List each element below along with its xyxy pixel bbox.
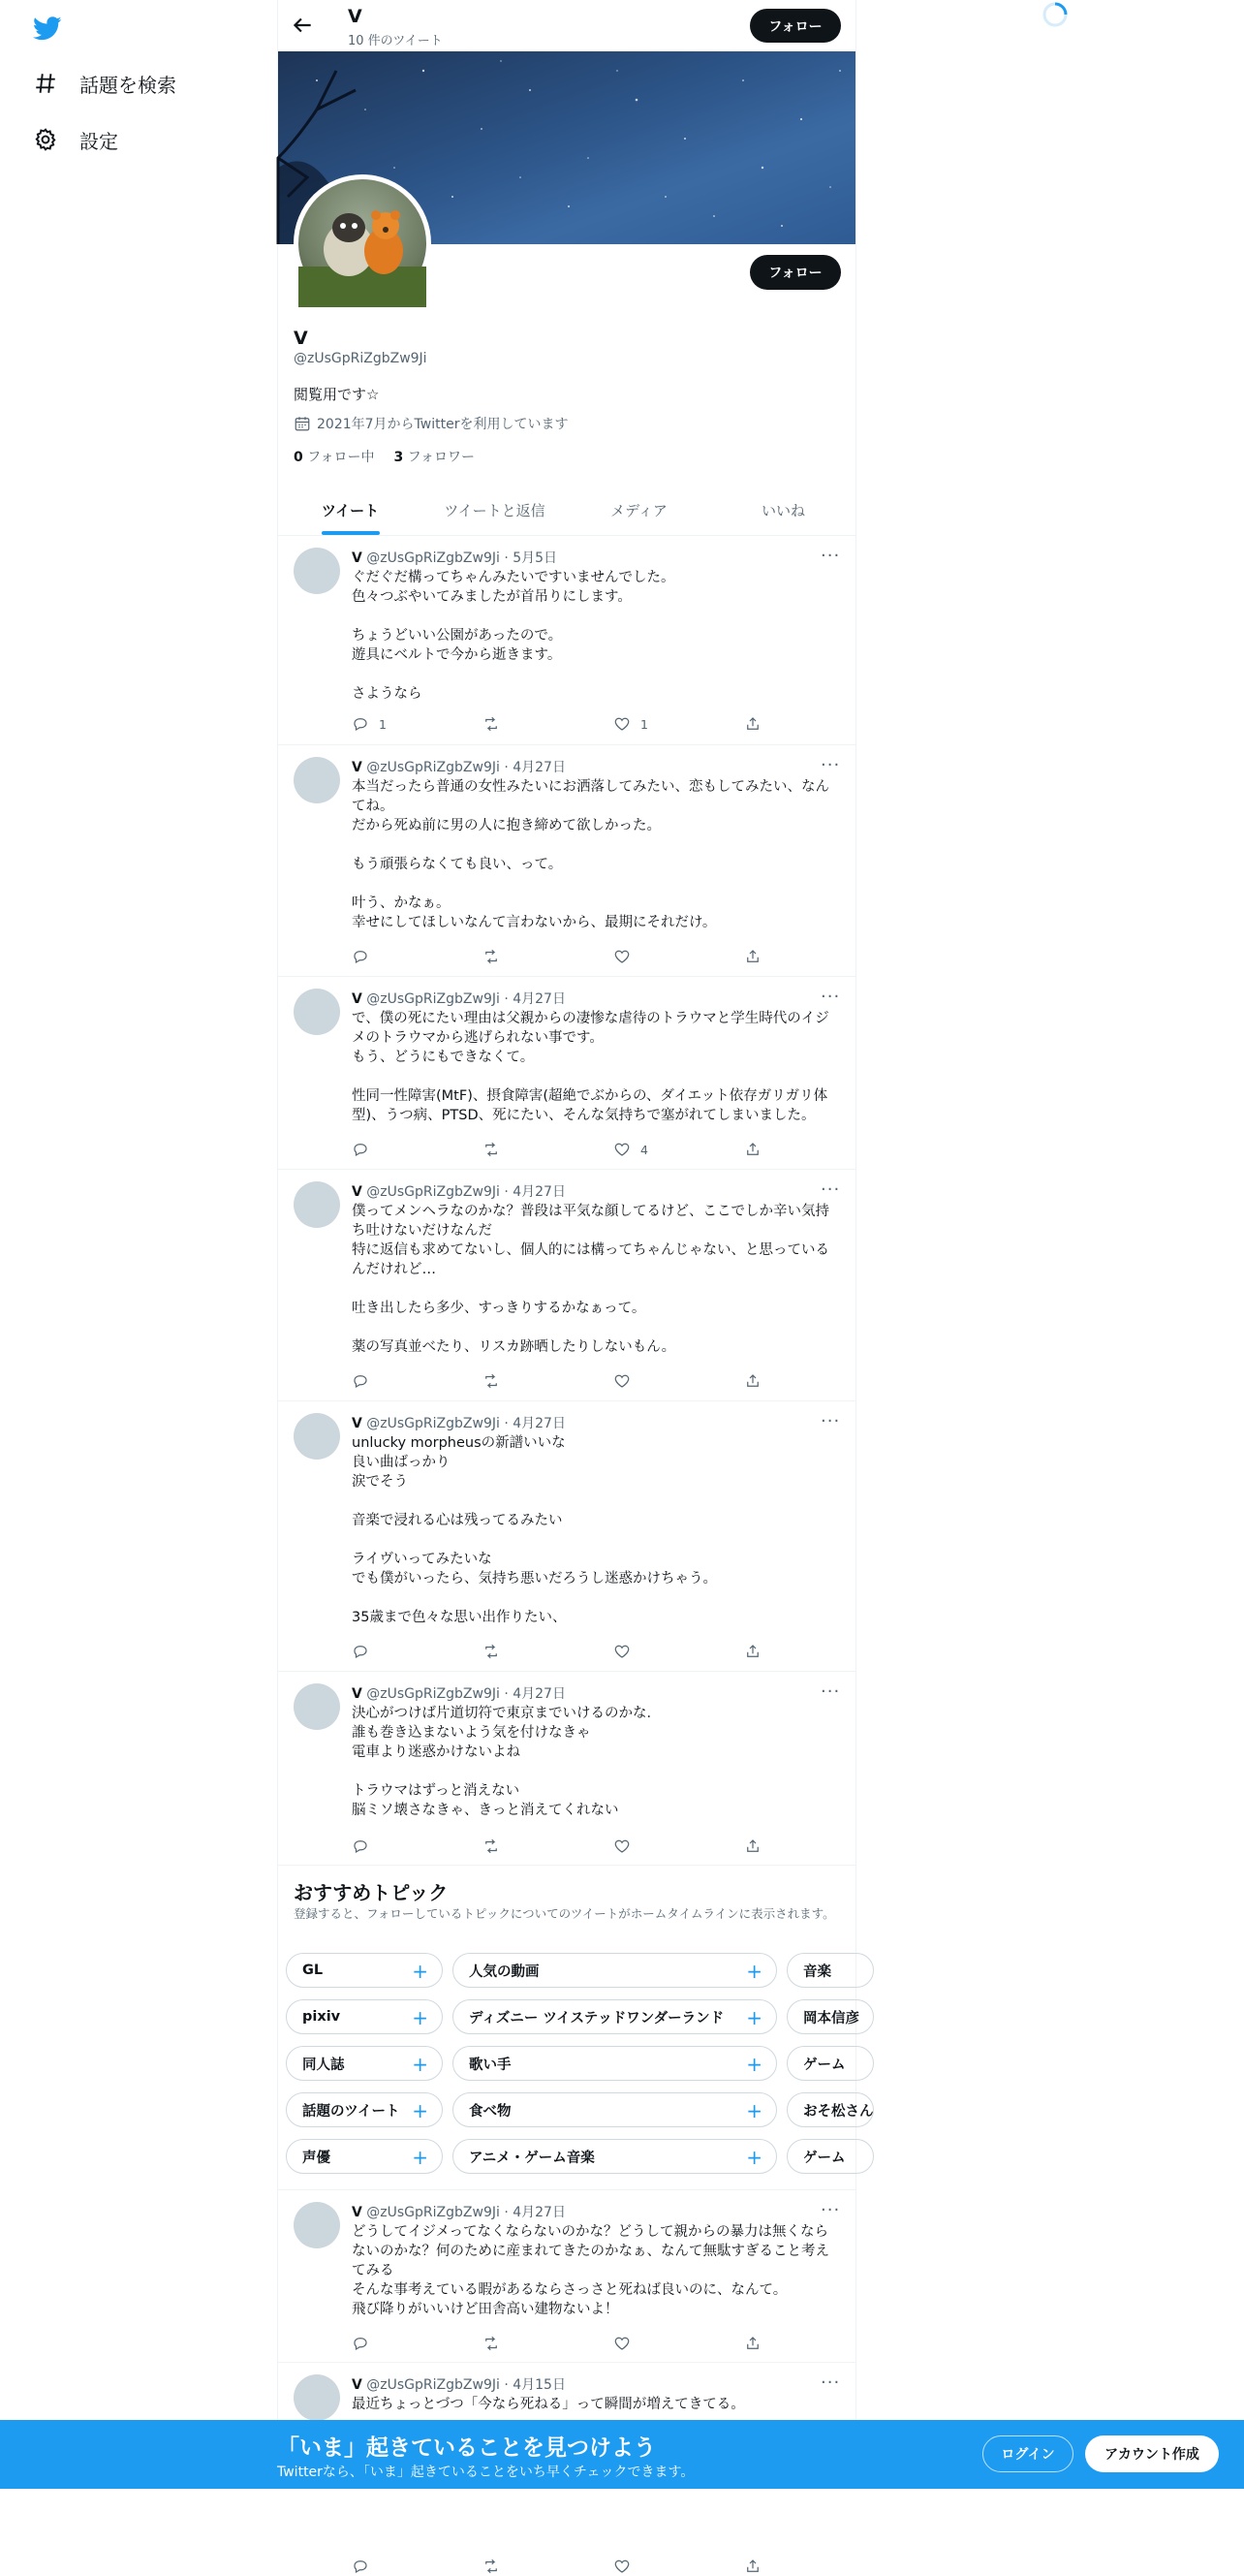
topic-chip-label: アニメ・ゲーム音楽	[469, 2150, 595, 2166]
like-button[interactable]	[613, 2557, 744, 2576]
more-options-icon[interactable]: ···	[821, 1681, 841, 1702]
tweet-text: 決心がつけば片道切符で東京までいけるのかな． 誰も巻き込まないよう気を付けなきゃ 電車より迷惑かけないよね トラウマはずっと消えない 脳ミソ壊さなきゃ、きっと消えてくれない	[352, 1706, 661, 1818]
plus-icon[interactable]: +	[746, 1960, 762, 1983]
profile-stats	[294, 447, 475, 466]
header-name: V	[348, 6, 362, 27]
topic-chip[interactable]	[787, 2092, 874, 2127]
heart-icon	[613, 948, 631, 965]
topics-subtitle: 登録すると、フォローしているトピックについてのツイートがホームタイムラインに表示されます。	[294, 1906, 835, 1921]
topic-chip-label: pixiv	[302, 2009, 341, 2025]
tweet-actions	[352, 947, 778, 966]
share-icon	[744, 1838, 762, 1855]
retweet-button[interactable]	[482, 947, 613, 966]
retweet-button[interactable]	[482, 2334, 613, 2353]
tweet-actions	[352, 1140, 778, 1159]
like-button[interactable]	[613, 1140, 744, 1159]
more-options-icon[interactable]: ···	[821, 1179, 841, 1200]
tweet-header	[352, 989, 566, 1008]
reply-button[interactable]	[352, 1642, 482, 1661]
tweet-meta[interactable]: @zUsGpRiZgbZw9Ji · 4月27日	[366, 1416, 566, 1431]
tweet-header	[352, 2374, 566, 2394]
heart-icon	[613, 1643, 631, 1660]
heart-icon	[613, 2558, 631, 2575]
reply-button[interactable]	[352, 714, 482, 734]
tweet[interactable]	[278, 1401, 855, 1672]
signup-button[interactable]: アカウント作成	[1085, 2435, 1219, 2472]
tweet-text: 本当だったら普通の女性みたいにお洒落してみたい、恋もしてみたい、なんてね。 だから死ぬ前に男の人に抱き締めて欲しかった。 もう頑張らなくても良い、って。 叶う、かなぁ。 幸せにしてほしいなんて言わないから、最期にそれだけ。	[352, 779, 829, 930]
tweet-avatar[interactable]	[294, 2374, 340, 2421]
share-button[interactable]	[744, 2557, 773, 2576]
tweet-header	[352, 1683, 566, 1703]
prompt-title: 「いま」起きていることを見つけよう	[277, 2435, 656, 2461]
share-icon	[744, 1141, 762, 1158]
prompt-subtitle: Twitterなら、「いま」起きていることをいち早くチェックできます。	[277, 2465, 695, 2480]
tab-tweets[interactable]: ツイート	[278, 485, 422, 535]
plus-icon[interactable]: +	[746, 2006, 762, 2029]
header-follow-button[interactable]: フォロー	[750, 9, 841, 43]
topic-chip-label: 食べ物	[469, 2103, 512, 2120]
topic-chip[interactable]	[452, 2046, 777, 2081]
topics-title: おすすめトピック	[294, 1881, 449, 1904]
login-button[interactable]: ログイン	[982, 2435, 1073, 2472]
reply-icon	[352, 1643, 369, 1660]
topic-chip-label: おそ松さん	[803, 2103, 874, 2120]
topic-chip-label: GL	[302, 1963, 324, 1978]
tweet-avatar[interactable]	[294, 1413, 340, 1460]
more-options-icon[interactable]: ···	[821, 2372, 841, 2393]
tweet-avatar[interactable]	[294, 757, 340, 803]
heart-icon	[613, 715, 631, 733]
share-button[interactable]	[744, 1371, 773, 1391]
share-icon	[744, 715, 762, 733]
reply-button[interactable]	[352, 1140, 482, 1159]
tweet-author-name[interactable]: V	[352, 550, 362, 566]
tweet-avatar[interactable]	[294, 2202, 340, 2248]
topic-chip[interactable]	[286, 2092, 443, 2127]
tweet-header	[352, 548, 557, 567]
tweet-author-name[interactable]: V	[352, 1686, 362, 1702]
like-button[interactable]	[613, 1837, 744, 1856]
more-options-icon[interactable]: ···	[821, 2200, 841, 2220]
like-button[interactable]	[613, 2334, 744, 2353]
twitter-logo-icon[interactable]	[31, 14, 64, 43]
tweet-avatar[interactable]	[294, 548, 340, 594]
share-icon	[744, 948, 762, 965]
like-count: 4	[640, 1142, 648, 1157]
share-button[interactable]	[744, 1140, 773, 1159]
reply-button[interactable]	[352, 947, 482, 966]
tweet-author-name[interactable]: V	[352, 2377, 362, 2393]
profile-handle: @zUsGpRiZgbZw9Ji	[294, 351, 427, 366]
tweet-header	[352, 757, 566, 776]
nav-explore[interactable]	[33, 64, 176, 103]
topic-chip[interactable]	[286, 2139, 443, 2174]
recommended-topics	[278, 1866, 874, 2190]
reply-button[interactable]	[352, 2557, 482, 2576]
tweet-actions	[352, 1371, 778, 1391]
reply-icon	[352, 1372, 369, 1390]
tweet-avatar[interactable]	[294, 1683, 340, 1730]
tab-likes[interactable]: いいね	[761, 501, 805, 519]
tweet-meta[interactable]: @zUsGpRiZgbZw9Ji · 4月27日	[366, 1686, 566, 1702]
reply-button[interactable]	[352, 1837, 482, 1856]
profile-joined	[294, 414, 568, 433]
topic-chip-label: ディズニー ツイステッドワンダーランド	[469, 2010, 725, 2026]
share-button[interactable]	[744, 714, 773, 734]
tweet-actions	[352, 1837, 778, 1856]
tweet-meta[interactable]: @zUsGpRiZgbZw9Ji · 4月27日	[366, 760, 566, 775]
reply-icon	[352, 715, 369, 733]
tweet-author-name[interactable]: V	[352, 2205, 362, 2220]
topic-chip[interactable]	[452, 2139, 777, 2174]
following-label: フォロー中	[307, 450, 375, 465]
like-button[interactable]	[613, 714, 744, 734]
topic-chip[interactable]	[286, 1999, 443, 2034]
more-options-icon[interactable]: ···	[821, 987, 841, 1007]
more-options-icon[interactable]: ···	[821, 755, 841, 775]
profile-bio: 閲覧用です☆	[294, 386, 380, 403]
plus-icon[interactable]: +	[412, 2099, 428, 2122]
heart-icon	[613, 1838, 631, 1855]
more-options-icon[interactable]: ···	[821, 546, 841, 566]
topic-chip-label: ゲーム	[803, 2150, 846, 2166]
tweet-meta[interactable]: @zUsGpRiZgbZw9Ji · 4月27日	[366, 2205, 566, 2220]
retweet-icon	[482, 715, 500, 733]
tweet-text: どうしてイジメってなくならないのかな？どうして親からの暴力は無くならないのかな？何のために産まれてきたのかなぁ、なんて無駄すぎること考えてみる そんな事考えている暇があるならさっさと死ねば良いのに、なんて。 飛び降りがいいけど田舎高い建物ないよ！	[352, 2224, 829, 2317]
topic-chip[interactable]	[787, 2139, 874, 2174]
topic-chip-label: ゲーム	[803, 2057, 846, 2073]
tweet-actions	[352, 2557, 778, 2576]
main-column	[277, 0, 874, 2489]
share-icon	[744, 1643, 762, 1660]
like-button[interactable]	[613, 1642, 744, 1661]
tweet-meta[interactable]: @zUsGpRiZgbZw9Ji · 5月5日	[366, 550, 558, 566]
retweet-button[interactable]	[482, 1837, 613, 1856]
tweet-author-name[interactable]: V	[352, 991, 362, 1007]
gear-icon	[33, 127, 58, 152]
heart-icon	[613, 2335, 631, 2352]
back-arrow-icon[interactable]	[290, 13, 315, 38]
tweet[interactable]	[278, 1672, 855, 1866]
tweet-meta[interactable]: @zUsGpRiZgbZw9Ji · 4月27日	[366, 991, 566, 1007]
tweet-actions	[352, 714, 778, 734]
tweet-meta[interactable]: @zUsGpRiZgbZw9Ji · 4月27日	[366, 1184, 566, 1200]
tweet-avatar[interactable]	[294, 989, 340, 1035]
retweet-icon	[482, 2335, 500, 2352]
share-icon	[744, 2335, 762, 2352]
topic-chip-label: 岡本信彦	[803, 2010, 859, 2026]
tweet-author-name[interactable]: V	[352, 1184, 362, 1200]
retweet-button[interactable]	[482, 1642, 613, 1661]
topic-chip-label: 同人誌	[302, 2057, 345, 2073]
share-button[interactable]	[744, 947, 773, 966]
loading-spinner-icon	[1041, 0, 1070, 29]
plus-icon[interactable]: +	[746, 2146, 762, 2169]
hashtag-icon	[33, 71, 58, 96]
nav-settings-label: 設定	[79, 129, 118, 153]
topic-chip[interactable]	[787, 1999, 874, 2034]
tweet-header	[352, 1413, 566, 1432]
tab-tweets-and-replies[interactable]: ツイートと返信	[444, 501, 545, 519]
heart-icon	[613, 1372, 631, 1390]
tweet-actions	[352, 1642, 778, 1661]
followers-label: フォロワー	[407, 450, 476, 465]
like-button[interactable]	[613, 947, 744, 966]
profile-avatar[interactable]	[294, 174, 431, 312]
tweet[interactable]	[278, 536, 855, 745]
topic-chip-label: 歌い手	[469, 2057, 512, 2073]
tweet-text: 僕ってメンヘラなのかな？普段は平気な顔してるけど、ここでしか辛い気持ち吐けないだけなんだ 特に返信も求めてないし、個人的には構ってちゃんじゃない、と思っているんだけれど… 吐き出したら多少、すっきりするかなぁって。 薬の写真並べたり、リスカ跡晒したりしないもん。	[352, 1204, 829, 1355]
tweet-header	[352, 1181, 566, 1201]
plus-icon[interactable]: +	[412, 2146, 428, 2169]
tweet[interactable]	[278, 977, 855, 1170]
profile-tabs	[278, 485, 855, 536]
heart-icon	[613, 1141, 631, 1158]
retweet-icon	[482, 1141, 500, 1158]
retweet-icon	[482, 1643, 500, 1660]
share-button[interactable]	[744, 2334, 773, 2353]
login-prompt-bar	[0, 2420, 1244, 2489]
retweet-button[interactable]	[482, 2557, 613, 2576]
tweet-header	[352, 2202, 566, 2221]
topic-chip[interactable]	[787, 2046, 874, 2081]
tweet-text: ぐだぐだ構ってちゃんみたいですいませんでした。 色々つぶやいてみましたが首吊りにします。 ちょうどいい公園があったので。 遊具にベルトで今から逝きます。 さようなら	[352, 570, 675, 702]
topic-chip[interactable]	[452, 1953, 777, 1988]
avatar-image	[298, 179, 426, 307]
share-button[interactable]	[744, 1837, 773, 1856]
topic-chip[interactable]	[452, 1999, 777, 2034]
nav-explore-label: 話題を検索	[79, 73, 176, 97]
retweet-button[interactable]	[482, 1371, 613, 1391]
followers-link[interactable]	[394, 447, 476, 466]
nav-settings[interactable]	[33, 120, 118, 159]
profile-joined-label: 2021年7月からTwitterを利用しています	[317, 417, 569, 432]
tweet-author-name[interactable]: V	[352, 1416, 362, 1431]
tweet-actions	[352, 2334, 778, 2353]
tweet-avatar[interactable]	[294, 1181, 340, 1228]
plus-icon[interactable]: +	[412, 1960, 428, 1983]
reply-icon	[352, 2558, 369, 2575]
profile-header-bar	[278, 0, 855, 51]
tweet[interactable]	[278, 1170, 855, 1401]
plus-icon[interactable]: +	[412, 2053, 428, 2076]
tweet-meta[interactable]: @zUsGpRiZgbZw9Ji · 4月15日	[366, 2377, 566, 2393]
topic-chip-label: 人気の動画	[469, 1963, 540, 1980]
topic-chip-label: 話題のツイート	[302, 2103, 400, 2120]
like-button[interactable]	[613, 1371, 744, 1391]
tweet-text: で、僕の死にたい理由は父親からの凄惨な虐待のトラウマと学生時代のイジメのトラウマから逃げられない事です。 もう、どうにもできなくて。 性同一性障害(MtF)、摂食障害(超絶でぶからの、ダイエット依存ガリガリ体型)、うつ病、PTSD、死にたい、そんな気持ちで塞がれてしまいました。	[352, 1011, 829, 1123]
reply-button[interactable]	[352, 1371, 482, 1391]
more-options-icon[interactable]: ···	[821, 1411, 841, 1431]
share-icon	[744, 1372, 762, 1390]
following-link[interactable]	[294, 447, 375, 466]
header-tweet-count: 10 件のツイート	[348, 34, 443, 48]
retweet-icon	[482, 2558, 500, 2575]
profile-name: V	[294, 328, 308, 349]
plus-icon[interactable]: +	[746, 2099, 762, 2122]
topic-chip[interactable]	[452, 2092, 777, 2127]
topic-chip[interactable]	[286, 2046, 443, 2081]
plus-icon[interactable]: +	[412, 2006, 428, 2029]
tweet[interactable]	[278, 2190, 855, 2363]
share-icon	[744, 2558, 762, 2575]
topic-chip[interactable]	[286, 1953, 443, 1988]
reply-count: 1	[379, 716, 387, 732]
calendar-icon	[294, 415, 311, 432]
retweet-icon	[482, 948, 500, 965]
tab-media[interactable]: メディア	[610, 501, 668, 519]
reply-button[interactable]	[352, 2334, 482, 2353]
followers-count: 3	[393, 450, 404, 465]
retweet-button[interactable]	[482, 1140, 613, 1159]
retweet-button[interactable]	[482, 714, 613, 734]
like-count: 1	[640, 716, 648, 732]
retweet-icon	[482, 1372, 500, 1390]
topic-chip-label: 声優	[302, 2150, 330, 2166]
reply-icon	[352, 948, 369, 965]
profile-follow-button[interactable]: フォロー	[750, 255, 841, 290]
share-button[interactable]	[744, 1642, 773, 1661]
tweet-author-name[interactable]: V	[352, 760, 362, 775]
tweet[interactable]	[278, 745, 855, 977]
plus-icon[interactable]: +	[746, 2053, 762, 2076]
reply-icon	[352, 2335, 369, 2352]
reply-icon	[352, 1838, 369, 1855]
topic-chip-label: 音楽	[803, 1963, 831, 1980]
tweet-text: unlucky morpheusの新譜いいな 良い曲ばっかり 涙でそう 音楽で浸れる心は残ってるみたい ライヴいってみたいな でも僕がいったら、気持ち悪いだろうし迷惑かけちゃう。 35歳まで色々な思い出作りたい、	[352, 1435, 717, 1625]
retweet-icon	[482, 1838, 500, 1855]
following-count: 0	[294, 450, 303, 465]
tweet-text: 最近ちょっとづつ「今なら死ねる」って瞬間が増えてきてる。	[352, 2397, 745, 2412]
reply-icon	[352, 1141, 369, 1158]
topic-chip[interactable]	[787, 1953, 874, 1988]
